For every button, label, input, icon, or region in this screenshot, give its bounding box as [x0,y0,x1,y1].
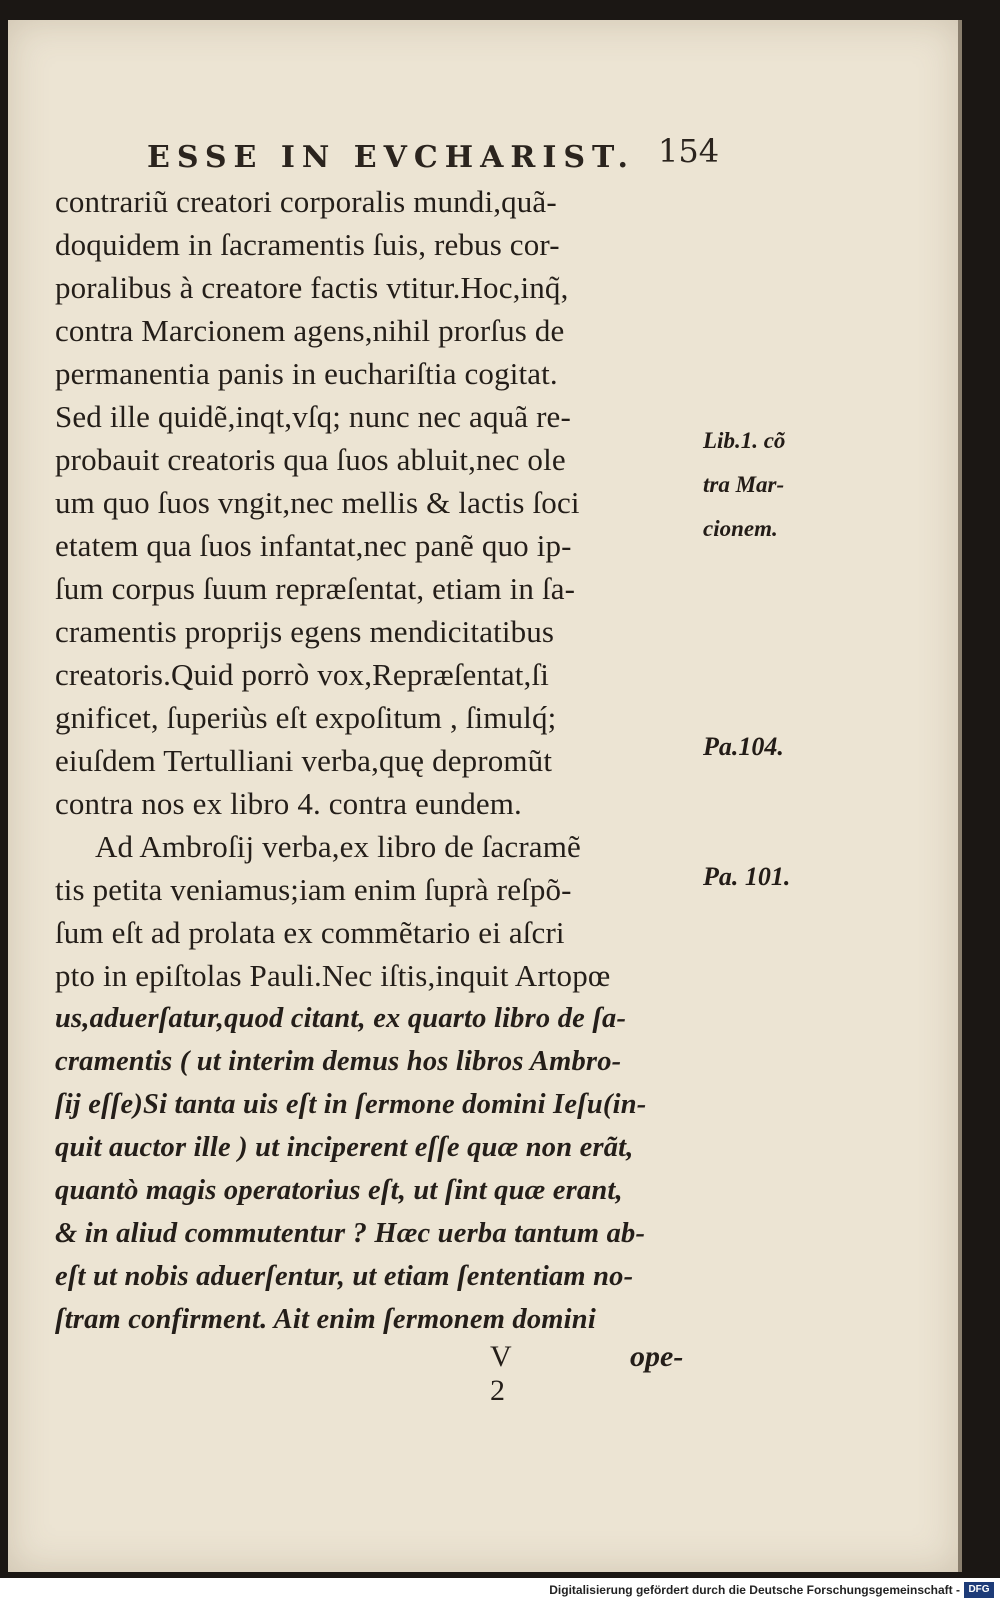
page-edge [958,20,962,1572]
digitization-footer [0,1578,1000,1604]
margin-note-lib1-line1: Lib.1. cõ [703,428,786,453]
text-line: gnificet, ſuperiùs eſt expoſitum , ſimulq́; [55,700,557,735]
text-line: eſt ut nobis aduerſentur, ut etiam ſententiam no- [55,1261,634,1292]
text-line: us,aduerſatur,quod citant, ex quarto libro de ſa- [55,1003,627,1034]
text-line: quit auctor ille ) ut inciperent eſſe quæ non erãt, [55,1132,634,1163]
margin-note-page-104: Pa.104. [703,732,784,761]
text-line: poralibus à creatore factis vtitur.Hoc,inq̃, [55,270,569,305]
text-line: ſtram confirment. Ait enim ſermonem domini [55,1304,596,1335]
signature-mark: V 2 [490,1340,512,1407]
text-line: cramentis proprijs egens mendicitatibus [55,614,555,649]
dfg-logo: DFG [964,1582,994,1598]
text-line: permanentia panis in euchariſtia cogitat. [55,356,558,391]
margin-note-page-101: Pa. 101. [703,862,791,891]
margin-note-lib1-line3: cionem. [703,516,778,541]
text-line: ſum eſt ad prolata ex commẽtario ei aſcri [55,915,565,950]
text-line: etatem qua ſuos infantat,nec panẽ quo ip- [55,528,572,563]
body-text [55,180,715,1341]
text-line: um quo ſuos vngit,nec mellis & lactis ſoci [55,485,580,520]
text-line: contra nos ex libro 4. contra eundem. [55,786,522,821]
text-line: tis petita veniamus;iam enim ſuprà reſpõ- [55,872,572,907]
text-line: cramentis ( ut interim demus hos libros Ambro- [55,1046,622,1077]
page-number: 154 [658,132,720,170]
text-line: doquidem in ſacramentis ſuis, rebus cor- [55,227,560,262]
text-line: contra Marcionem agens,nihil prorſus de [55,313,565,348]
text-line: Ad Ambroſij verba,ex libro de ſacramẽ [95,829,581,864]
text-line: creatoris.Quid porrò vox,Repræſentat,ſi [55,657,549,692]
running-head: ESSE IN EVCHARIST. [147,140,635,175]
text-line: & in aliud commutentur ? Hæc uerba tantum ab- [55,1218,646,1249]
text-line: contrariũ creatori corporalis mundi,quã- [55,184,557,219]
text-line: quantò magis operatorius eſt, ut ſint quæ erant, [55,1175,623,1206]
text-line: Sed ille quidẽ,inqt,vſq; nunc nec aquã re- [55,399,571,434]
catchword: ope- [630,1340,684,1373]
text-line: probauit creatoris qua ſuos abluit,nec ole [55,442,566,477]
text-line: ſij eſſe)Si tanta uis eſt in ſermone domini Ieſu(in- [55,1089,647,1120]
funding-credit: Digitalisierung gefördert durch die Deutsche Forschungsgemeinschaft - [549,1583,960,1597]
text-line: ſum corpus ſuum repræſentat, etiam in ſa- [55,571,576,606]
margin-note-lib1-line2: tra Mar- [703,472,785,497]
text-line: eiuſdem Tertulliani verba,quę depromũt [55,743,553,778]
text-line: pto in epiſtolas Pauli.Nec iſtis,inquit Artopœ [55,958,611,993]
